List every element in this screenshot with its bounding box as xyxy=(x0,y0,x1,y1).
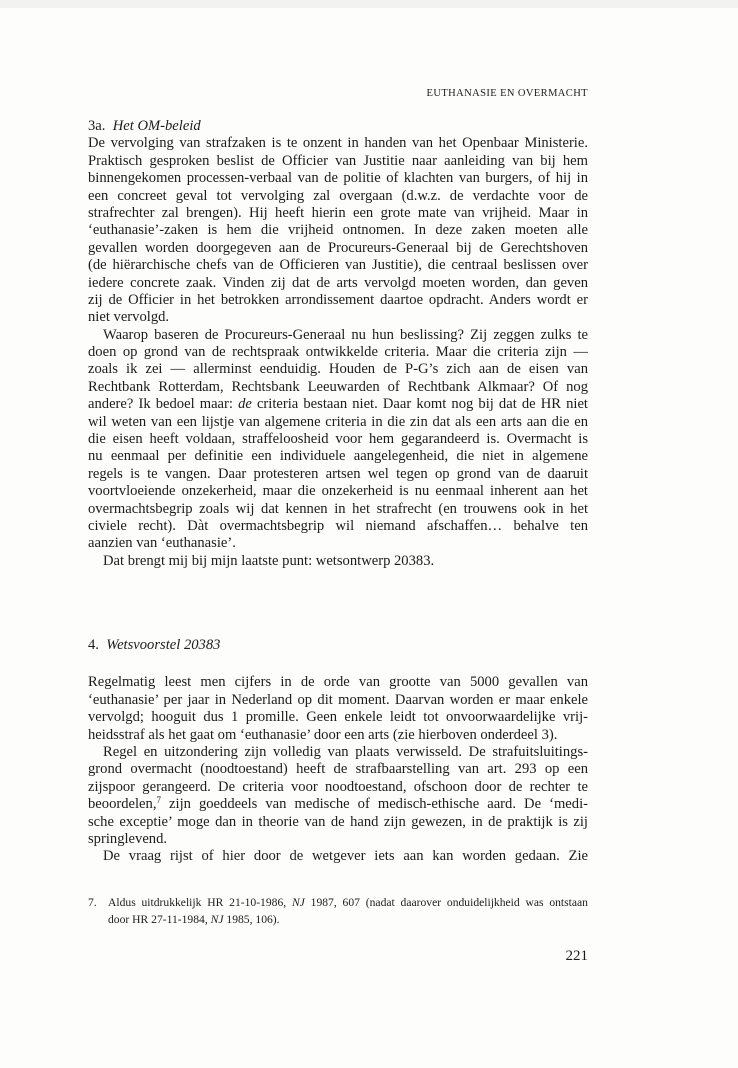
text-run: wil weten van een lijstje van algemene criteria in die zin dat als een arts aan die en xyxy=(88,413,588,430)
text-run: strafrechter zal brengen). Hij heeft hierin een grote mate van vrijheid. Maar in xyxy=(88,204,588,221)
text-line xyxy=(88,779,588,796)
text-run: voortvloeiende onzekerheid, maar die onzekerheid is nu eenmaal inherent aan het xyxy=(88,483,588,500)
text-line xyxy=(88,466,588,483)
text-run: een concreet geval tot vervolging zal overgaan (d.w.z. de verdachte voor de xyxy=(88,187,588,204)
text-run: heidsstraf als het gaat om ‘euthanasie’ door een arts (zie hierboven onderdeel 3). xyxy=(88,726,558,743)
text-run: Praktisch gesproken beslist de Officier van Justitie naar aanleiding van bij hem xyxy=(88,152,588,169)
text-line xyxy=(88,727,588,744)
text-run: (de hiërarchische chefs van de Officieren van Justitie), die centraal beslissen over xyxy=(88,257,588,274)
text-run: regels is te vangen. Daar protesteren artsen wel tegen op grond van de daaruit xyxy=(88,465,588,482)
italic-text: NJ xyxy=(291,896,305,909)
text-run: Aldus uitdrukkelijk HR 21-10-1986, xyxy=(108,896,292,909)
text-line xyxy=(88,831,588,848)
text-line xyxy=(88,240,588,257)
text-line xyxy=(88,327,588,344)
section-number: 4. xyxy=(88,637,99,653)
text-line xyxy=(88,188,588,205)
text-run: criteria bestaan niet. Daar komt nog bij dat de HR niet xyxy=(251,396,588,413)
text-run: civiele recht). Dàt overmachtsbegrip wil niemand afschaffen… behalve ten xyxy=(88,518,588,534)
text-run: niet vervolgd. xyxy=(88,309,170,326)
footnote-number: 7. xyxy=(88,896,97,909)
text-line xyxy=(88,553,588,570)
text-run: overmachtsbegrip zoals wij dat kennen in het strafrecht (en trouwens ook in het xyxy=(88,500,588,517)
footnote-line xyxy=(108,911,588,928)
text-line xyxy=(88,501,588,518)
text-line xyxy=(88,814,588,831)
text-line xyxy=(88,709,588,726)
text-line xyxy=(88,379,588,396)
text-line xyxy=(88,361,588,378)
text-line xyxy=(88,309,588,326)
text-line xyxy=(88,222,588,239)
text-run: zijn goeddeels van medische of medisch-ethische aard. De ‘medi- xyxy=(160,796,588,813)
footnote-ref: 7 xyxy=(156,795,161,806)
text-run: doen op grond van de rechtspraak ontwikkelde criteria. Maar die criteria zijn — xyxy=(88,344,588,361)
section-4 xyxy=(88,637,588,866)
text-line xyxy=(88,448,588,465)
text-line xyxy=(88,848,588,865)
text-run: sche exceptie’ moge dan in theorie van de hand zijn gewezen, in de praktijk is zij xyxy=(88,813,588,830)
text-line xyxy=(88,744,588,761)
text-run: Dat brengt mij bij mijn laatste punt: wetsontwerp 20383. xyxy=(103,552,435,569)
text-run: ‘euthanasie’-zaken is hem die vrijheid ontnomen. In deze zaken moeten alle xyxy=(88,222,588,239)
text-run: andere? Ik bedoel maar: xyxy=(88,396,239,413)
text-line xyxy=(88,275,588,292)
scan-edge xyxy=(0,0,738,8)
text-run: Rechtbank Rotterdam, Rechtsbank Leeuwarden of Rechtbank Alkmaar? Of nog xyxy=(88,378,588,395)
text-run: zijspoor gerangeerd. De criteria voor noodtoestand, ofschoon door de rechter te xyxy=(88,778,588,795)
text-line xyxy=(88,292,588,309)
text-line xyxy=(88,344,588,361)
text-line xyxy=(88,414,588,431)
text-line xyxy=(88,692,588,709)
italic-text: de xyxy=(238,396,252,413)
text-run: binnengekomen processen-verbaal van de politie of klachten van burgers, of hij in xyxy=(88,170,588,187)
section-heading xyxy=(88,118,588,135)
text-run: grond overmacht (noodtoestand) heeft de strafbaarstelling van art. 293 op een xyxy=(88,761,588,778)
section-number: 3a. xyxy=(88,118,106,134)
italic-text: NJ xyxy=(210,913,224,926)
text-run: 1985, 106). xyxy=(223,913,280,926)
text-run: zoals ik zei — allerminst eenduidig. Houden de P-G’s zich aan de eisen van xyxy=(88,361,588,378)
text-run: beoordelen, xyxy=(88,796,157,813)
section-3a xyxy=(88,118,588,570)
page-number: 221 xyxy=(565,948,588,964)
text-run: vervolgd; hooguit dus 1 promille. Geen enkele leidt tot onvoorwaardelijke vrij- xyxy=(88,709,588,726)
section-heading xyxy=(88,637,588,654)
running-head: EUTHANASIE EN OVERMACHT xyxy=(426,88,588,99)
text-run: 1987, 607 (nadat daarover onduidelijkheid was ontstaan xyxy=(304,896,588,909)
text-line xyxy=(88,205,588,222)
text-run: iedere concrete zaak. Vinden zij dat de arts vervolgd moeten worden, dan geven xyxy=(88,274,588,291)
text-run: Waarop baseren de Procureurs-Generaal nu hun beslissing? Zij zeggen zulks te xyxy=(103,326,588,343)
section-title: Wetsvoorstel 20383 xyxy=(106,637,221,653)
text-run: die eisen heeft voldaan, straffeloosheid voor hem gegarandeerd is. Overmacht is xyxy=(88,431,588,448)
text-run: De vervolging van strafzaken is te onzent in handen van het Openbaar Ministerie. xyxy=(88,135,588,152)
text-run: Regelmatig leest men cijfers in de orde van grootte van 5000 gevallen van xyxy=(88,674,588,691)
text-run: door HR 27-11-1984, xyxy=(108,913,211,926)
text-run: gevallen worden doorgegeven aan de Procureurs-Generaal bij de Gerechtshoven xyxy=(88,239,588,256)
text-run: zij de Officier in het betrokken arrondissement daartoe opdracht. Anders wordt er xyxy=(88,291,588,308)
text-run: De vraag rijst of hier door de wetgever iets aan kan worden gedaan. Zie xyxy=(103,848,588,865)
text-run: nu eenmaal per definitie een individuele aangelegenheid, die niet in algemene xyxy=(88,448,588,465)
text-line xyxy=(88,135,588,152)
text-line xyxy=(88,796,588,813)
text-run: springlevend. xyxy=(88,830,168,847)
text-run: ‘euthanasie’ per jaar in Nederland op dit moment. Daarvan worden er maar enkele xyxy=(88,691,588,708)
text-run: aanzien van ‘euthanasie’. xyxy=(88,535,236,552)
footnote xyxy=(88,894,588,928)
text-line xyxy=(88,153,588,170)
footnote-line xyxy=(108,894,588,911)
text-line xyxy=(88,170,588,187)
text-run: Regel en uitzondering zijn volledig van plaats verwisseld. De strafuitsluitings- xyxy=(103,743,588,760)
text-line xyxy=(88,257,588,274)
text-line xyxy=(88,535,588,552)
text-line xyxy=(88,483,588,500)
section-title: Het OM-beleid xyxy=(112,118,201,134)
text-line xyxy=(88,518,588,535)
section-body xyxy=(88,674,588,865)
section-body xyxy=(88,135,588,570)
text-line xyxy=(88,431,588,448)
text-line xyxy=(88,396,588,413)
text-line xyxy=(88,761,588,778)
text-line xyxy=(88,674,588,691)
footnote-body xyxy=(108,894,588,928)
